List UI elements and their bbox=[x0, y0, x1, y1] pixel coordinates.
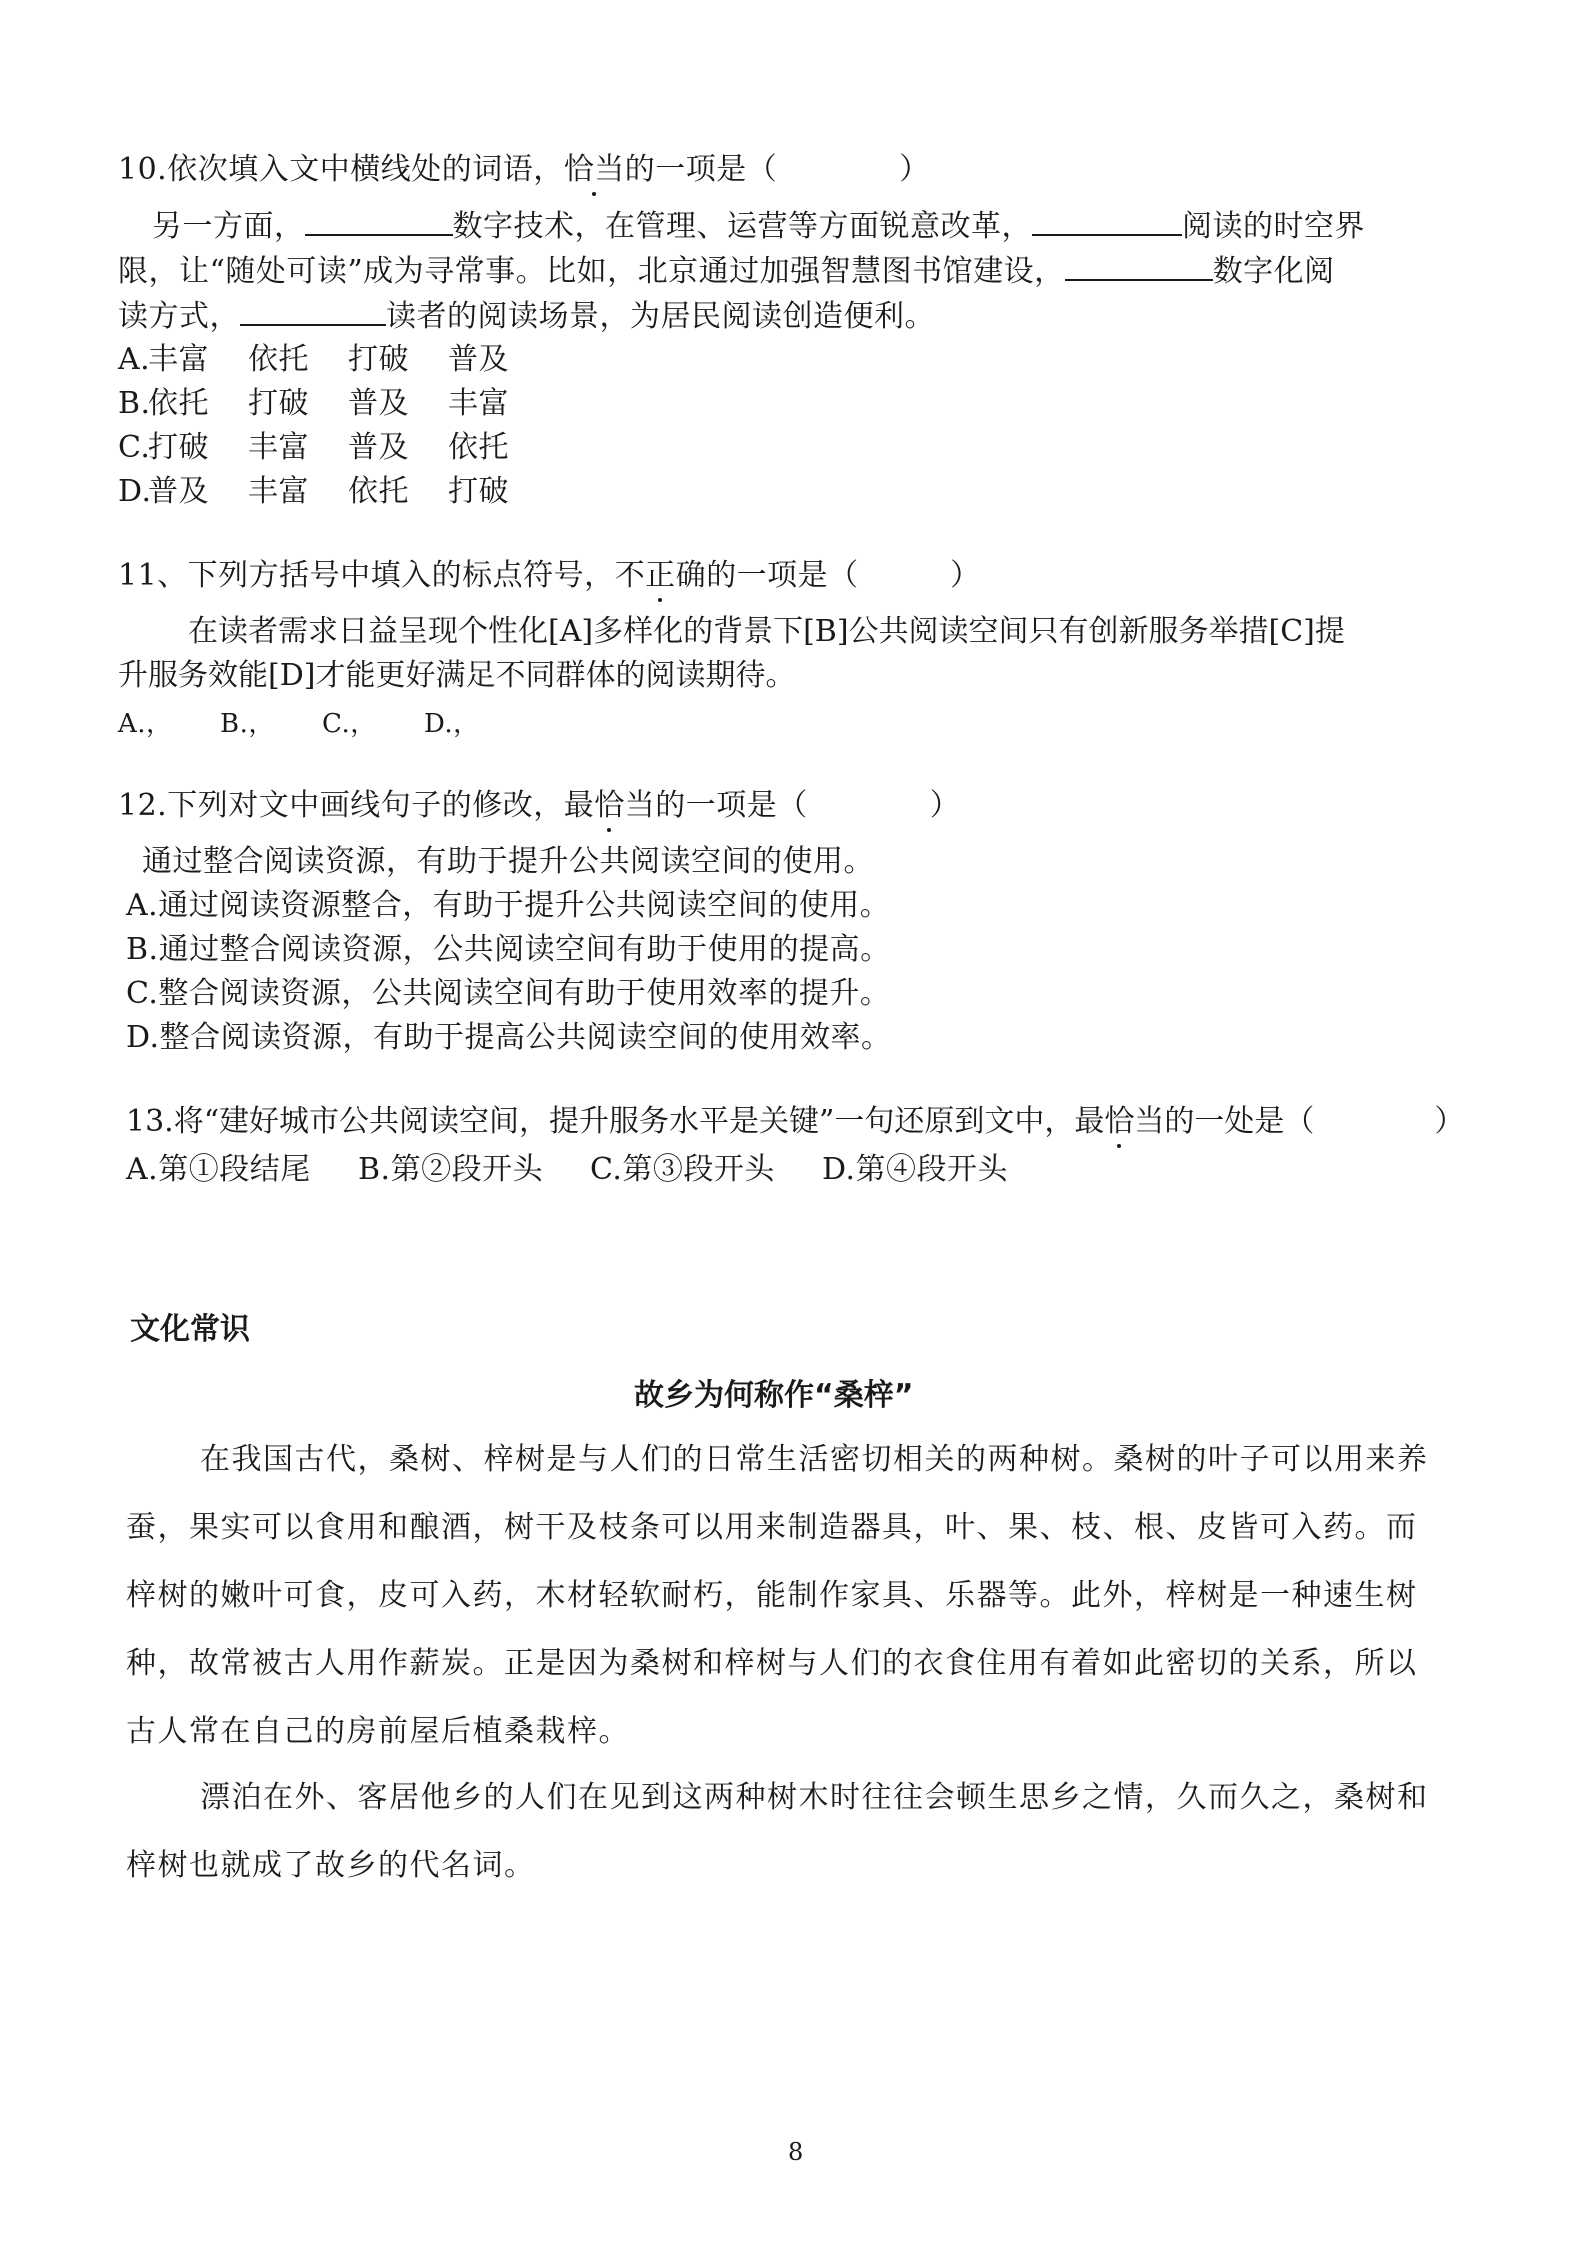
article-paragraph-1-line-4: 种，故常被古人用作薪炭。正是因为桑树和梓树与人们的衣食住用有着如此密切的关系，所以 bbox=[126, 1646, 1418, 1681]
option-word: 丰富 bbox=[448, 386, 509, 421]
q10-option-d bbox=[118, 472, 548, 512]
option-word: 打破 bbox=[248, 386, 309, 421]
q10-blank-4 bbox=[240, 296, 386, 326]
q10-blank-2 bbox=[1032, 206, 1182, 236]
option-word: 依托 bbox=[448, 430, 509, 465]
article-paragraph-2-line-1: 漂泊在外、客居他乡的人们在见到这两种树木时往往会顿生思乡之情，久而久之，桑树和 bbox=[200, 1780, 1429, 1815]
q12-stem bbox=[118, 786, 960, 826]
option-word: 打破 bbox=[448, 474, 509, 509]
q10-text-line-3 bbox=[118, 296, 935, 337]
article-paragraph-2-line-2: 梓树也就成了故乡的代名词。 bbox=[126, 1848, 536, 1883]
option-word: 打破 bbox=[348, 342, 409, 377]
q10-text-segment: 数字化阅 bbox=[1212, 254, 1335, 289]
q11-option-b: B.， bbox=[220, 709, 275, 739]
article-paragraph-1-line-5: 古人常在自己的房前屋后植桑栽梓。 bbox=[126, 1714, 630, 1749]
q11-option-d: D.， bbox=[424, 709, 480, 739]
q13-option-d: D.第④段开头 bbox=[822, 1152, 1009, 1187]
q13-stem-after: 的一处是（ ） bbox=[1164, 1104, 1465, 1139]
section-title: 文化常识 bbox=[130, 1312, 250, 1347]
q10-option-c bbox=[118, 428, 548, 468]
q12-option-b: B.通过整合阅读资源，公共阅读空间有助于使用的提高。 bbox=[126, 932, 891, 967]
article-title: 故乡为何称作“桑梓” bbox=[634, 1378, 914, 1413]
option-word: 普及 bbox=[348, 430, 409, 465]
option-word: 普及 bbox=[148, 474, 209, 509]
q11-option-c: C.， bbox=[322, 709, 377, 739]
page-number: 8 bbox=[788, 2138, 804, 2166]
article-paragraph-1-line-2: 蚕，果实可以食用和酿酒，树干及枝条可以用来制造器具，叶、果、枝、根、皮皆可入药。而 bbox=[126, 1510, 1418, 1545]
q13-option-c: C.第③段开头 bbox=[590, 1152, 775, 1187]
q11-option-a: A.， bbox=[118, 709, 173, 739]
article-paragraph-1-line-1: 在我国古代，桑树、梓树是与人们的日常生活密切相关的两种树。桑树的叶子可以用来养 bbox=[200, 1442, 1429, 1477]
q10-stem-emphasis: 恰当 bbox=[564, 150, 625, 190]
q10-option-a bbox=[118, 340, 548, 380]
option-word: 依托 bbox=[248, 342, 309, 377]
option-label: B. bbox=[118, 386, 151, 421]
q11-stem bbox=[118, 556, 981, 596]
option-label: A. bbox=[118, 342, 151, 377]
q13-stem-before: 13.将“建好城市公共阅读空间，提升服务水平是关键”一句还原到文中， bbox=[126, 1104, 1075, 1139]
q10-stem-after: 的一项是（ ） bbox=[624, 152, 930, 187]
q13-stem-emphasis: 最恰当 bbox=[1074, 1102, 1164, 1142]
q12-option-d: D.整合阅读资源，有助于提高公共阅读空间的使用效率。 bbox=[126, 1020, 892, 1055]
option-word: 打破 bbox=[148, 430, 209, 465]
article-paragraph-1-line-3: 梓树的嫩叶可食，皮可入药，木材轻软耐朽，能制作家具、乐器等。此外，梓树是一种速生树 bbox=[126, 1578, 1418, 1613]
q11-stem-emphasis: 不正确 bbox=[615, 556, 707, 596]
q13-options bbox=[126, 1150, 1054, 1190]
q10-text-segment: 阅读的时空界 bbox=[1182, 209, 1365, 244]
option-word: 依托 bbox=[148, 386, 209, 421]
q10-text-segment: 限，让“随处可读”成为寻常事。比如，北京通过加强智慧图书馆建设， bbox=[118, 254, 1065, 289]
q11-options bbox=[118, 704, 526, 744]
q10-text-line-1 bbox=[152, 206, 1365, 247]
q10-stem bbox=[118, 150, 930, 190]
option-word: 丰富 bbox=[248, 474, 309, 509]
q13-stem bbox=[126, 1102, 1464, 1142]
q12-sentence: 通过整合阅读资源，有助于提升公共阅读空间的使用。 bbox=[142, 844, 874, 879]
option-word: 普及 bbox=[348, 386, 409, 421]
q10-text-segment: 另一方面， bbox=[152, 209, 305, 244]
q12-stem-after: 的一项是（ ） bbox=[655, 788, 961, 823]
q12-stem-before: 12.下列对文中画线句子的修改， bbox=[118, 788, 564, 823]
q11-stem-after: 的一项是（ ） bbox=[706, 558, 981, 593]
option-word: 丰富 bbox=[248, 430, 309, 465]
q11-text-line-1: 在读者需求日益呈现个性化[A]多样化的背景下[B]公共阅读空间只有创新服务举措[C]提 bbox=[188, 614, 1345, 649]
option-word: 普及 bbox=[448, 342, 509, 377]
option-label: C. bbox=[118, 430, 151, 465]
q10-blank-3 bbox=[1065, 251, 1213, 281]
q10-text-segment: 读方式， bbox=[118, 299, 240, 334]
q10-option-b bbox=[118, 384, 548, 424]
q13-option-b: B.第②段开头 bbox=[358, 1152, 544, 1187]
q13-option-a: A.第①段结尾 bbox=[126, 1152, 311, 1187]
q10-text-segment: 数字技术，在管理、运营等方面锐意改革， bbox=[452, 209, 1032, 244]
q11-stem-before: 11、下列方括号中填入的标点符号， bbox=[118, 558, 615, 593]
q12-option-c: C.整合阅读资源，公共阅读空间有助于使用效率的提升。 bbox=[126, 976, 891, 1011]
q12-stem-emphasis: 最恰当 bbox=[564, 786, 656, 826]
q10-text-segment: 读者的阅读场景，为居民阅读创造便利。 bbox=[386, 299, 935, 334]
option-label: D. bbox=[118, 474, 152, 509]
q10-stem-before: 10.依次填入文中横线处的词语， bbox=[118, 152, 564, 187]
option-word: 丰富 bbox=[148, 342, 209, 377]
q11-text-line-2: 升服务效能[D]才能更好满足不同群体的阅读期待。 bbox=[118, 658, 796, 693]
q12-option-a: A.通过阅读资源整合，有助于提升公共阅读空间的使用。 bbox=[126, 888, 891, 923]
q10-text-line-2 bbox=[118, 251, 1335, 292]
option-word: 依托 bbox=[348, 474, 409, 509]
q10-blank-1 bbox=[305, 206, 453, 236]
